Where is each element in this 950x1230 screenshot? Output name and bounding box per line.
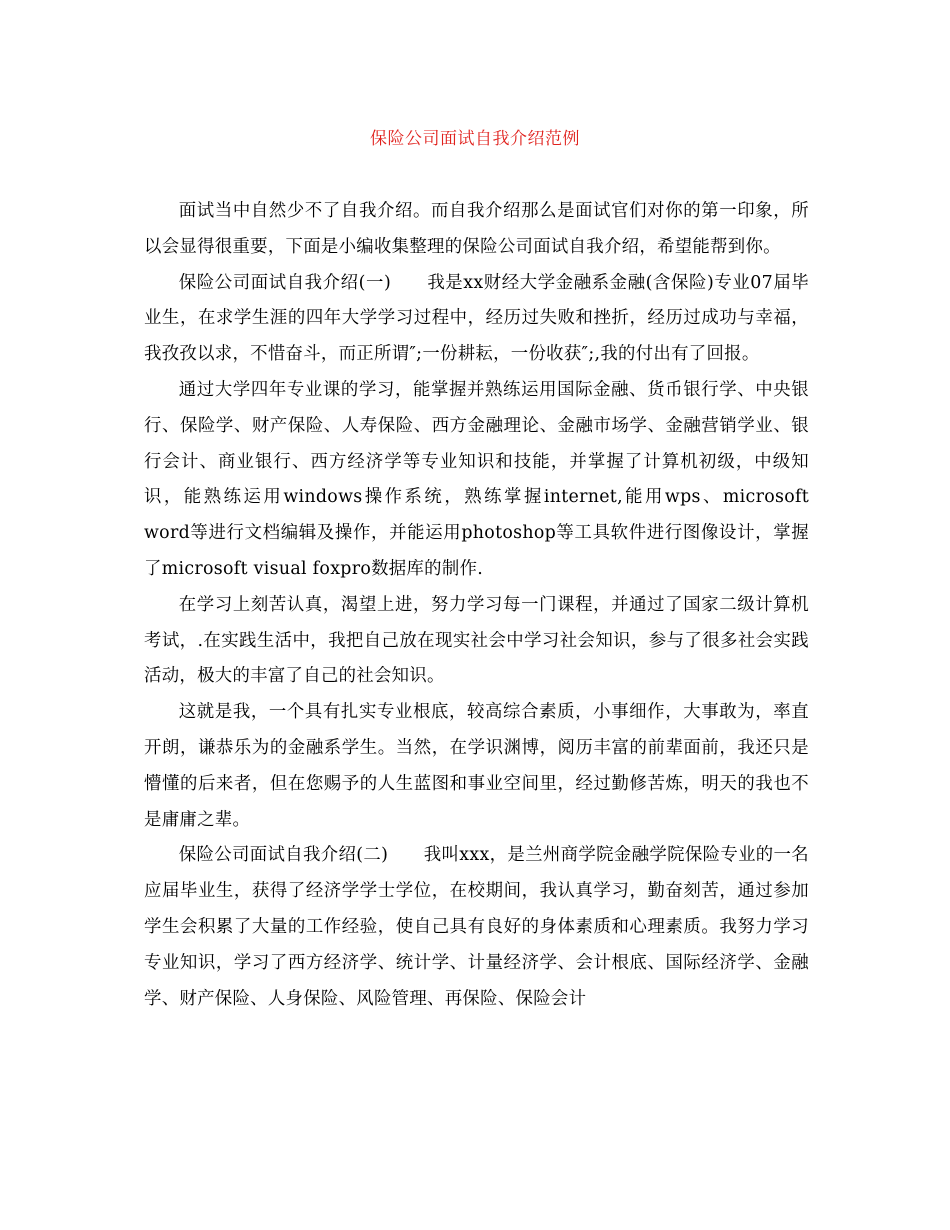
document-title: 保险公司面试自我介绍范例 (370, 129, 580, 149)
paragraph-example-two: 保险公司面试自我介绍(二) 我叫xxx，是兰州商学院金融学院保险专业的一名应届毕业生，获得了经济学学士学位，在校期间，我认真学习，勤奋刻苦，通过参加学生会积累了大量的工作经验，使自己具有良好的身体素质和心理素质。我努力学习专业知识，学习了西方经济学、统计学、计量经济学、会计根底、国际经济学、金融学、财产保险、人身保险、风险管理、再保险、保险会计 (144, 845, 809, 1009)
paragraph-skills: 通过大学四年专业课的学习，能掌握并熟练运用国际金融、货币银行学、中央银行、保险学、财产保险、人寿保险、西方金融理论、金融市场学、金融营销学业、银行会计、商业银行、西方经济学等专业知识和技能，并掌握了计算机初级，中级知识，能熟练运用windows操作系统，熟练掌握internet,能用wps、microsoft word等进行文档编辑及操作，并能运用photoshop等工具软件进行图像设计，掌握了microsoft visual foxpro数据库的制作. (144, 379, 809, 579)
paragraph-intro: 面试当中自然少不了自我介绍。而自我介绍那么是面试官们对你的第一印象，所以会显得很重要，下面是小编收集整理的保险公司面试自我介绍，希望能帮到你。 (144, 201, 809, 257)
paragraph-example-one: 保险公司面试自我介绍(一) 我是xx财经大学金融系金融(含保险)专业07届毕业生，在求学生涯的四年大学学习过程中，经历过失败和挫折，经历过成功与幸福，我孜孜以求，不惜奋斗，而正所谓″;一份耕耘，一份收获″;,我的付出有了回报。 (144, 272, 809, 365)
paragraph-summary: 这就是我，一个具有扎实专业根底，较高综合素质，小事细作，大事敢为，率直开朗，谦恭乐为的金融系学生。当然，在学识渊博，阅历丰富的前辈面前，我还只是懵懂的后来者，但在您赐予的人生蓝图和事业空间里，经过勤修苦炼，明天的我也不是庸庸之辈。 (144, 702, 809, 830)
document-body (144, 194, 809, 1017)
paragraph-study: 在学习上刻苦认真，渴望上进，努力学习每一门课程，并通过了国家二级计算机考试，.在实践生活中，我把自己放在现实社会中学习社会知识，参与了很多社会实践活动，极大的丰富了自己的社会知识。 (144, 594, 809, 687)
